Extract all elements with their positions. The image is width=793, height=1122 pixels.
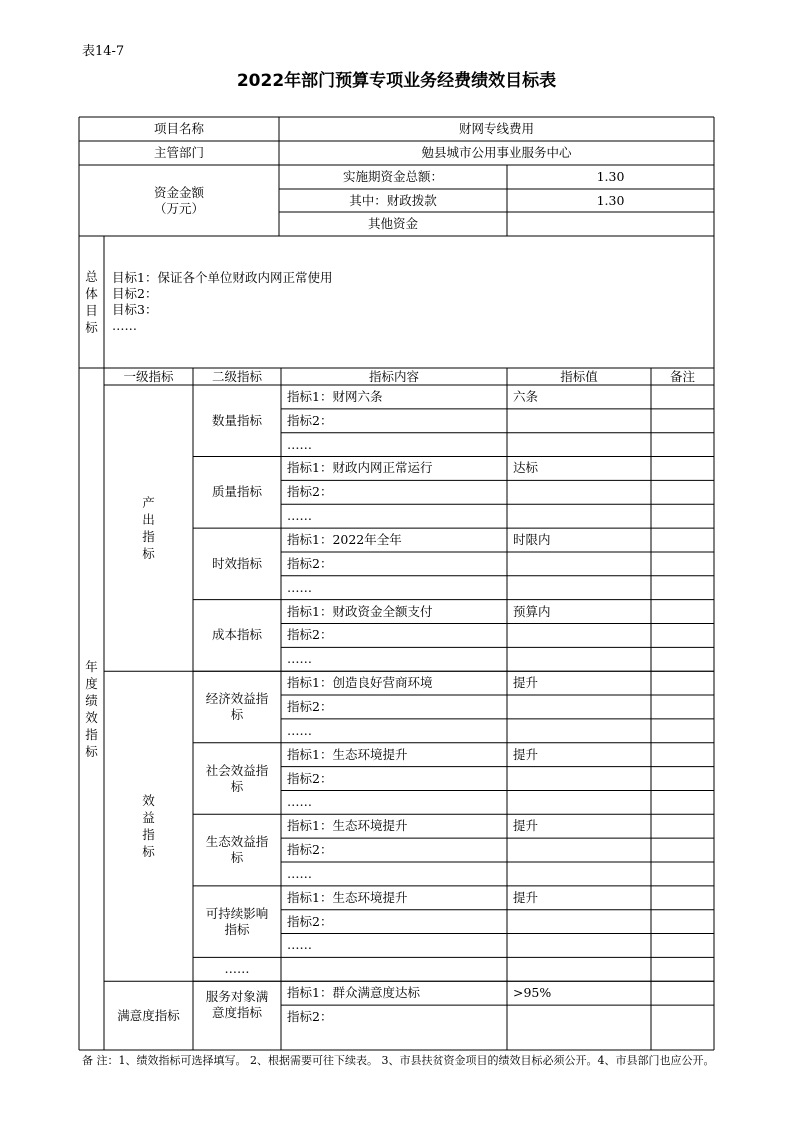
funds-fiscal-value: 1.30 — [596, 192, 625, 208]
level2-indicator: 成本指标 — [211, 627, 262, 643]
indicator-content: …… — [287, 579, 312, 595]
indicator-content: …… — [287, 436, 312, 452]
indicator-remark — [651, 457, 714, 481]
funds-label-text: 资金金额 — [153, 184, 204, 200]
indicator-content: 指标1：财网六条 — [287, 388, 383, 404]
level1-indicator-text: 产出指标 — [142, 495, 155, 562]
indicator-content: …… — [287, 865, 312, 881]
indicator-content: 指标1：生态环境提升 — [287, 818, 408, 834]
indicator-content: 指标2： — [287, 770, 333, 786]
indicator-remark — [651, 385, 714, 409]
indicator-value — [507, 480, 651, 504]
funds-other-label: 其他资金 — [367, 216, 418, 231]
indicator-value — [507, 576, 651, 600]
indicator-remark — [651, 838, 714, 862]
indicator-content: 指标1：生态环境提升 — [287, 889, 408, 905]
indicator-value: 六条 — [513, 388, 539, 404]
indicator-remark — [651, 695, 714, 719]
level1-indicator-text: 效益指标 — [142, 793, 155, 860]
project-name-label: 项目名称 — [153, 121, 204, 136]
annual-indicators-label-text: 年度绩效指标 — [85, 659, 98, 759]
overall-goal-label-text: 总体目标 — [85, 269, 98, 335]
indicator-value — [507, 790, 651, 814]
goal-item: 目标1：保证各个单位财政内网正常使用 — [112, 270, 333, 285]
indicator-value — [507, 409, 651, 433]
indicator-content: 指标2： — [287, 698, 333, 714]
indicator-content: …… — [287, 651, 312, 667]
level2-indicator: 经济效益指标 — [205, 690, 269, 722]
indicator-value: 提升 — [513, 746, 539, 762]
indicator-value: 时限内 — [513, 532, 551, 548]
indicator-content: 指标2： — [287, 842, 333, 858]
indicator-remark — [651, 504, 714, 528]
level2-indicator: 服务对象满意度指标 — [205, 989, 269, 1021]
indicator-remark — [651, 910, 714, 934]
indicator-value — [507, 504, 651, 528]
indicator-remark — [651, 671, 714, 695]
indicator-remark — [651, 600, 714, 624]
indicator-remark — [651, 576, 714, 600]
indicator-content: …… — [287, 794, 312, 810]
header-level2: 二级指标 — [211, 368, 262, 384]
funds-other-value — [507, 212, 714, 236]
header-content: 指标内容 — [368, 368, 419, 384]
indicator-content: 指标2： — [287, 555, 333, 571]
table-number: 表14-7 — [82, 44, 125, 59]
indicator-remark — [651, 433, 714, 457]
indicator-remark — [651, 624, 714, 648]
indicator-content: 指标1：创造良好营商环境 — [287, 675, 433, 691]
footnote: 备 注：1、绩效指标可选择填写。 2、根据需要可往下续表。 3、市县扶贫资金项目的绩效目标必须公开。4、市县部门也应公开。 — [82, 1054, 715, 1067]
indicator-content — [281, 957, 507, 981]
project-name-value: 财网专线费用 — [458, 121, 534, 136]
indicator-value — [507, 719, 651, 743]
indicator-value — [507, 957, 651, 981]
indicator-content: …… — [287, 508, 312, 524]
indicator-remark — [651, 719, 714, 743]
funds-fiscal-label: 其中：财政拨款 — [349, 192, 437, 208]
indicator-value — [507, 552, 651, 576]
indicator-value — [507, 862, 651, 886]
indicator-value — [507, 934, 651, 958]
indicator-remark — [651, 409, 714, 433]
level2-indicator: 生态效益指标 — [205, 834, 269, 866]
level2-indicator: 质量指标 — [211, 484, 262, 500]
indicator-remark — [651, 957, 714, 981]
indicator-content: 指标2： — [287, 627, 333, 643]
level2-indicator: …… — [224, 961, 250, 977]
indicator-value: 达标 — [513, 460, 539, 476]
indicator-value — [507, 1005, 651, 1029]
indicator-value — [507, 910, 651, 934]
indicator-remark — [651, 480, 714, 504]
header-value: 指标值 — [560, 368, 598, 384]
funds-label — [79, 165, 279, 236]
indicator-value: 提升 — [513, 675, 539, 691]
indicator-value — [507, 433, 651, 457]
indicator-remark — [651, 814, 714, 838]
indicator-content: 指标1：群众满意度达标 — [287, 985, 420, 1001]
goal-item: …… — [112, 318, 137, 333]
indicator-remark — [651, 862, 714, 886]
indicator-content: …… — [287, 937, 312, 953]
overall-goal-label — [79, 236, 104, 368]
indicator-value: >95% — [513, 985, 552, 1001]
page-title: 2022年部门预算专项业务经费绩效目标表 — [236, 71, 557, 91]
indicator-remark — [651, 552, 714, 576]
indicator-content: …… — [287, 722, 312, 738]
indicator-content: 指标2： — [287, 1009, 333, 1025]
funds-unit: （万元） — [153, 200, 204, 216]
indicator-remark — [651, 767, 714, 791]
goal-item: 目标2： — [112, 286, 158, 301]
goal-item: 目标3： — [112, 302, 158, 317]
indicator-content: 指标2： — [287, 484, 333, 500]
indicator-remark — [651, 790, 714, 814]
level2-indicator: 数量指标 — [211, 412, 262, 428]
indicator-remark — [651, 934, 714, 958]
indicator-value: 提升 — [513, 818, 539, 834]
indicator-value — [507, 838, 651, 862]
indicator-value — [507, 647, 651, 671]
header-level1: 一级指标 — [123, 368, 174, 384]
funds-total-value: 1.30 — [596, 169, 625, 184]
indicator-content: 指标2： — [287, 412, 333, 428]
indicator-content: 指标1：生态环境提升 — [287, 746, 408, 762]
indicator-value: 预算内 — [513, 603, 551, 619]
indicator-content: 指标1：2022年全年 — [287, 532, 402, 548]
indicator-remark — [651, 743, 714, 767]
indicator-value — [507, 695, 651, 719]
indicator-remark — [651, 981, 714, 1005]
indicator-value — [507, 624, 651, 648]
indicator-content: 指标2： — [287, 913, 333, 929]
level2-indicator: 社会效益指标 — [205, 762, 269, 794]
department-label: 主管部门 — [153, 145, 204, 160]
level1-indicator — [104, 671, 193, 981]
level2-indicator: 时效指标 — [211, 555, 262, 571]
funds-total-label: 实施期资金总额： — [342, 169, 443, 184]
level1-indicator — [104, 385, 193, 671]
indicator-remark — [651, 647, 714, 671]
overall-goals — [104, 236, 714, 368]
level2-indicator: 可持续影响指标 — [205, 905, 269, 937]
indicator-remark — [651, 1005, 714, 1029]
indicator-content: 指标1：财政内网正常运行 — [287, 460, 433, 476]
annual-indicators-label — [79, 368, 104, 1050]
level1-indicator: 满意度指标 — [117, 1007, 180, 1023]
indicator-value: 提升 — [513, 889, 539, 905]
indicator-value — [507, 767, 651, 791]
indicator-remark — [651, 528, 714, 552]
header-remark: 备注 — [669, 368, 695, 384]
indicator-remark — [651, 886, 714, 910]
department-value: 勉县城市公用事业服务中心 — [421, 145, 572, 160]
indicator-content: 指标1：财政资金全额支付 — [287, 603, 433, 619]
